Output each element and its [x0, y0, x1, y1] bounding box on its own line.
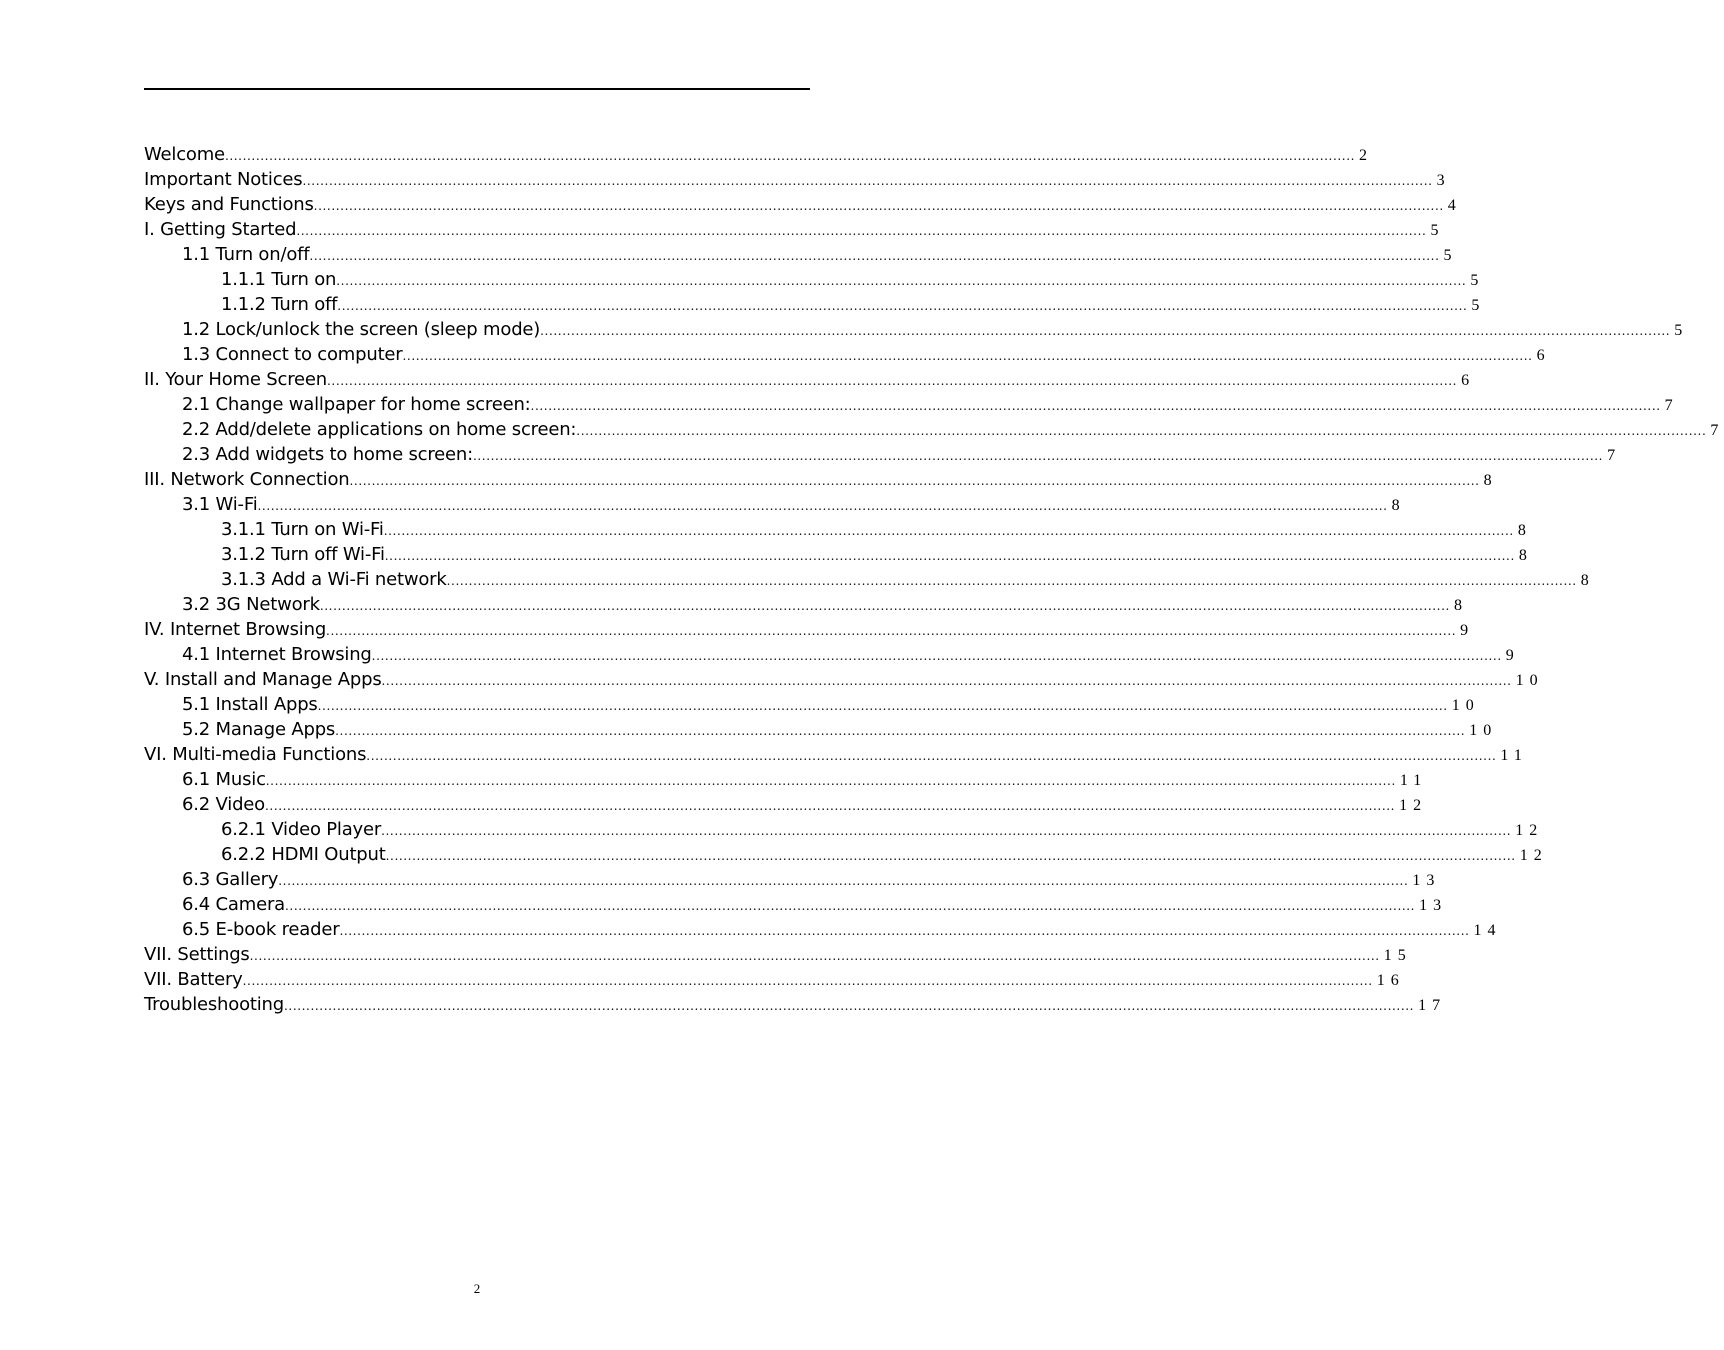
toc-entry-page-number: 8 [1483, 472, 1498, 489]
toc-dot-leader [335, 719, 1465, 744]
header-rule [144, 88, 810, 90]
toc-entry-title: 2.2 Add/delete applications on home screen: [182, 419, 577, 440]
toc-entry-title: 1.1 Turn on/off [182, 244, 310, 265]
toc-entry-page-number: 7 [1607, 447, 1622, 464]
toc-entry[interactable] [144, 642, 1520, 667]
toc-dot-leader [285, 894, 1415, 919]
toc-dot-leader [284, 994, 1414, 1019]
toc-entry[interactable] [144, 717, 1498, 742]
toc-entry[interactable] [144, 317, 1689, 342]
toc-entry-title: V. Install and Manage Apps [144, 669, 382, 690]
toc-entry-page-number: 14 [1473, 922, 1502, 939]
toc-entry[interactable] [144, 142, 1374, 167]
toc-entry[interactable] [144, 617, 1475, 642]
toc-dot-leader [372, 644, 1502, 669]
toc-entry-title: 3.1.2 Turn off Wi-Fi [221, 544, 385, 565]
toc-entry-title: VII. Settings [144, 944, 250, 965]
toc-entry[interactable] [144, 217, 1445, 242]
toc-dot-leader [531, 394, 1661, 419]
toc-entry-title: 3.1.3 Add a Wi-Fi network [221, 569, 447, 590]
toc-entry[interactable] [144, 417, 1724, 442]
toc-entry-title: 6.2.2 HDMI Output [221, 844, 386, 865]
toc-entry-page-number: 13 [1412, 872, 1441, 889]
toc-entry-page-number: 7 [1664, 397, 1679, 414]
toc-entry-page-number: 12 [1519, 847, 1548, 864]
toc-entry[interactable] [144, 592, 1468, 617]
toc-entry-title: Important Notices [144, 169, 303, 190]
toc-entry-page-number: 8 [1518, 547, 1533, 564]
toc-dot-leader [225, 144, 1355, 169]
toc-entry-page-number: 9 [1505, 647, 1520, 664]
footer-page-number: 2 [473, 1281, 481, 1296]
toc-dot-leader [309, 244, 1439, 269]
toc-entry-title: II. Your Home Screen [144, 369, 327, 390]
toc-entry[interactable] [144, 742, 1528, 767]
toc-entry-page-number: 7 [1710, 422, 1724, 439]
toc-dot-leader [278, 869, 1408, 894]
toc-dot-leader [265, 794, 1395, 819]
toc-entry-title: 1.3 Connect to computer [182, 344, 403, 365]
toc-entry-page-number: 6 [1461, 372, 1476, 389]
toc-dot-leader [350, 469, 1480, 494]
toc-entry-title: Welcome [144, 144, 225, 165]
toc-dot-leader [326, 619, 1456, 644]
toc-entry[interactable] [144, 492, 1406, 517]
toc-entry[interactable] [144, 567, 1595, 592]
toc-entry-title: 1.1.2 Turn off [221, 294, 338, 315]
toc-dot-leader [366, 744, 1496, 769]
toc-entry[interactable] [144, 867, 1441, 892]
toc-entry-page-number: 8 [1580, 572, 1595, 589]
toc-entry[interactable] [144, 942, 1412, 967]
toc-entry-page-number: 4 [1447, 197, 1462, 214]
toc-entry-page-number: 5 [1471, 297, 1486, 314]
toc-dot-leader [314, 194, 1444, 219]
toc-entry-title: Keys and Functions [144, 194, 314, 215]
toc-entry-page-number: 10 [1451, 697, 1480, 714]
toc-entry[interactable] [144, 692, 1480, 717]
toc-entry[interactable] [144, 842, 1548, 867]
toc-entry-title: 4.1 Internet Browsing [182, 644, 372, 665]
toc-entry-title: 6.3 Gallery [182, 869, 279, 890]
toc-entry[interactable] [144, 992, 1447, 1017]
toc-dot-leader [320, 594, 1450, 619]
toc-dot-leader [318, 694, 1448, 719]
toc-entry-page-number: 8 [1453, 597, 1468, 614]
toc-dot-leader [339, 919, 1469, 944]
toc-entry-page-number: 11 [1500, 747, 1528, 764]
toc-entry-page-number: 9 [1460, 622, 1475, 639]
toc-entry[interactable] [144, 442, 1622, 467]
toc-entry-title: VI. Multi-media Functions [144, 744, 367, 765]
toc-dot-leader [327, 369, 1457, 394]
table-of-contents [144, 142, 1724, 1017]
toc-entry-title: VII. Battery [144, 969, 243, 990]
toc-entry-title: 2.1 Change wallpaper for home screen: [182, 394, 531, 415]
toc-entry-page-number: 6 [1536, 347, 1551, 364]
toc-entry-title: 6.5 E-book reader [182, 919, 340, 940]
toc-dot-leader [385, 544, 1515, 569]
toc-entry[interactable] [144, 967, 1405, 992]
toc-entry-page-number: 12 [1399, 797, 1428, 814]
toc-entry[interactable] [144, 267, 1485, 292]
toc-entry-page-number: 5 [1430, 222, 1445, 239]
toc-entry-title: 6.2.1 Video Player [221, 819, 382, 840]
toc-dot-leader [403, 344, 1533, 369]
toc-entry-page-number: 11 [1399, 772, 1428, 789]
toc-entry[interactable] [144, 817, 1544, 842]
toc-dot-leader [302, 169, 1432, 194]
toc-entry-page-number: 13 [1419, 897, 1448, 914]
toc-entry[interactable] [144, 917, 1502, 942]
toc-entry[interactable] [144, 892, 1448, 917]
toc-entry-title: 6.4 Camera [182, 894, 285, 915]
toc-entry[interactable] [144, 192, 1462, 217]
toc-entry-page-number: 10 [1469, 722, 1498, 739]
toc-dot-leader [447, 569, 1577, 594]
toc-entry-page-number: 16 [1376, 972, 1405, 989]
toc-entry[interactable] [144, 542, 1533, 567]
toc-entry[interactable] [144, 242, 1458, 267]
toc-dot-leader [381, 819, 1511, 844]
toc-entry-page-number: 12 [1515, 822, 1544, 839]
toc-dot-leader [337, 294, 1467, 319]
toc-dot-leader [576, 419, 1706, 444]
toc-entry-page-number: 15 [1383, 947, 1412, 964]
toc-dot-leader [473, 444, 1603, 469]
toc-entry-title: III. Network Connection [144, 469, 350, 490]
toc-dot-leader [336, 269, 1466, 294]
toc-entry-page-number: 17 [1418, 997, 1447, 1014]
toc-entry-page-number: 5 [1470, 272, 1485, 289]
toc-entry-title: 2.3 Add widgets to home screen: [182, 444, 473, 465]
toc-dot-leader [296, 219, 1426, 244]
toc-entry-page-number: 3 [1436, 172, 1451, 189]
toc-entry-page-number: 10 [1515, 672, 1544, 689]
toc-entry[interactable] [144, 167, 1451, 192]
toc-dot-leader [386, 844, 1516, 869]
toc-dot-leader [382, 669, 1512, 694]
toc-entry[interactable] [144, 792, 1428, 817]
toc-entry-title: 5.1 Install Apps [182, 694, 318, 715]
toc-entry-title: Troubleshooting [144, 994, 284, 1015]
toc-dot-leader [250, 944, 1380, 969]
toc-entry[interactable] [144, 367, 1476, 392]
toc-entry[interactable] [144, 342, 1551, 367]
toc-entry-title: 5.2 Manage Apps [182, 719, 336, 740]
toc-entry[interactable] [144, 467, 1498, 492]
toc-entry-title: 1.2 Lock/unlock the screen (sleep mode) [182, 319, 541, 340]
toc-entry-title: I. Getting Started [144, 219, 297, 240]
toc-dot-leader [258, 494, 1388, 519]
toc-entry-title: 6.1 Music [182, 769, 266, 790]
toc-entry-title: 1.1.1 Turn on [221, 269, 337, 290]
toc-entry[interactable] [144, 517, 1532, 542]
toc-entry-title: 3.1.1 Turn on Wi-Fi [221, 519, 384, 540]
toc-entry[interactable] [144, 767, 1428, 792]
toc-entry-page-number: 5 [1674, 322, 1689, 339]
toc-entry-page-number: 8 [1517, 522, 1532, 539]
toc-dot-leader [266, 769, 1396, 794]
toc-entry-page-number: 2 [1359, 147, 1374, 164]
toc-entry[interactable] [144, 292, 1486, 317]
toc-dot-leader [384, 519, 1514, 544]
toc-dot-leader [540, 319, 1670, 344]
toc-entry-page-number: 5 [1443, 247, 1458, 264]
toc-entry-title: IV. Internet Browsing [144, 619, 327, 640]
toc-entry-page-number: 8 [1391, 497, 1406, 514]
toc-entry-title: 6.2 Video [182, 794, 265, 815]
toc-entry-title: 3.2 3G Network [182, 594, 320, 615]
toc-dot-leader [243, 969, 1373, 994]
toc-entry[interactable] [144, 392, 1679, 417]
toc-entry-title: 3.1 Wi-Fi [182, 494, 258, 515]
toc-entry[interactable] [144, 667, 1544, 692]
